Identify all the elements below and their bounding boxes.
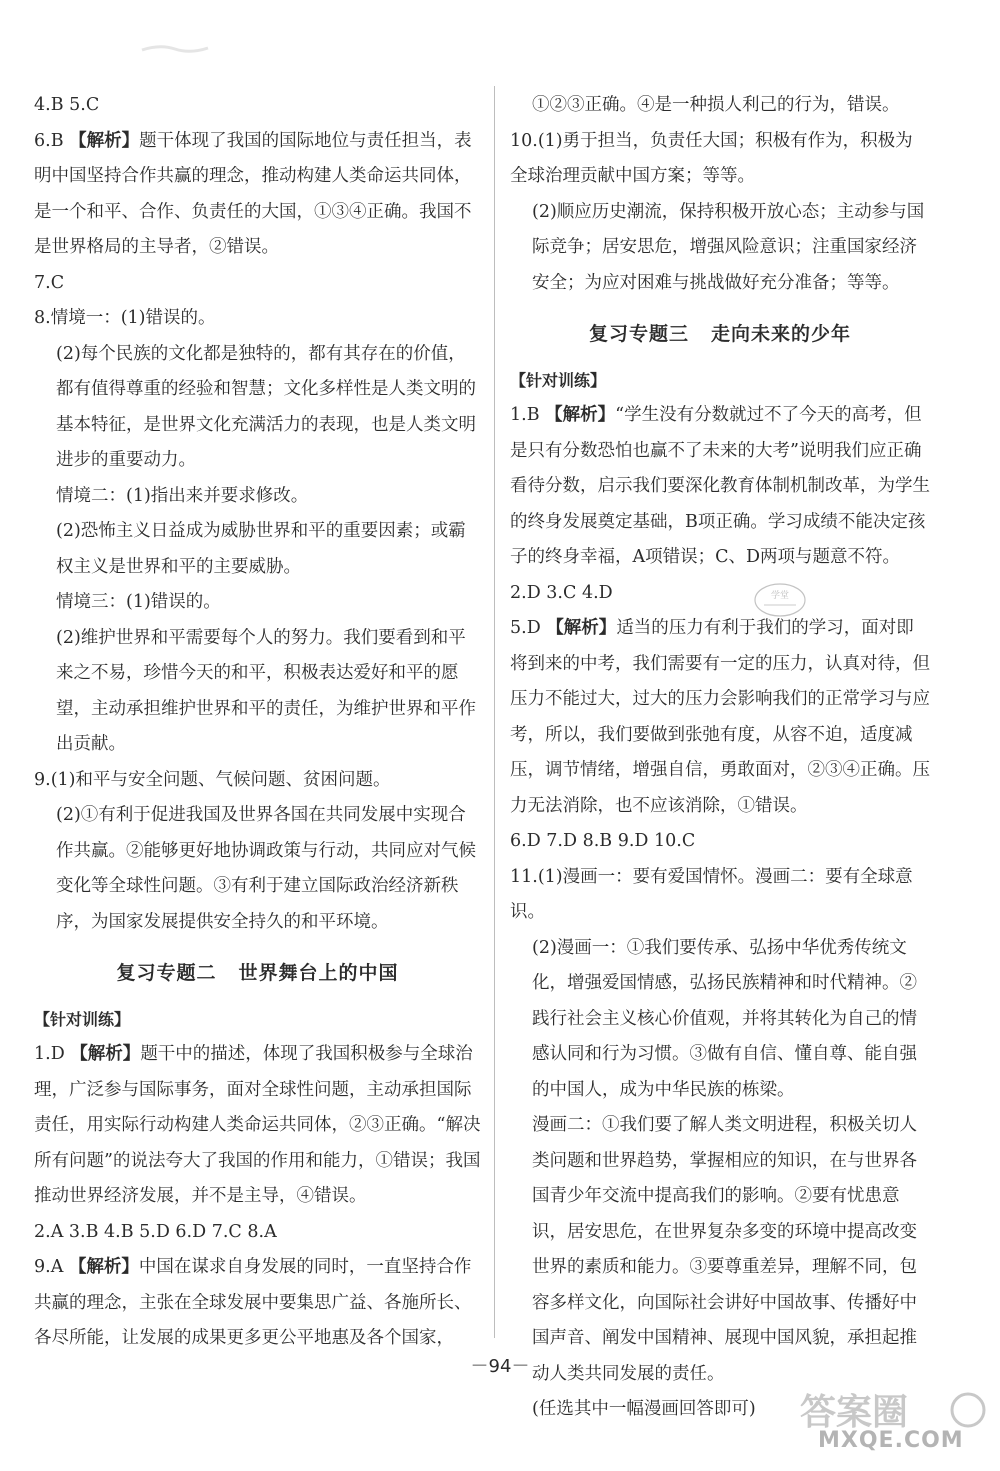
answer-6 <box>34 124 481 266</box>
answer-8-line: 情境三：(1)错误的。 <box>56 592 221 612</box>
column-divider <box>494 86 495 1338</box>
training-label: 【针对训练】 <box>510 370 607 390</box>
analysis-tag: 【解析】 <box>69 130 140 151</box>
answer-8-line: 8.情境一：(1)错误的。 <box>34 308 216 328</box>
answer-8-line: (2)维护世界和平需要每个人的努力。我们要看到和平来之不易，珍惜今天的和平，积极表达爱好和平的愿望，主动承担维护世界和平的责任，为维护世界和平作出贡献。 <box>56 627 476 754</box>
answer-s2-9-continued: ①②③正确。④是一种损人利己的行为，错误。 <box>532 95 900 115</box>
answer-s2-1 <box>34 1037 481 1215</box>
answer-number: 1.B <box>510 405 540 425</box>
answer-number: 1.D <box>34 1044 65 1064</box>
stamp-text: 学堂 <box>770 591 790 601</box>
answer-s3-5 <box>510 611 930 824</box>
answer-text: 题干中的描述，体现了我国积极参与全球治理，广泛参与国际事务，面对全球性问题，主动承担国际责任，用实际行动构建人类命运共同体，②③正确。“解决所有问题”的说法夸大了我国的作用和能力，①错误；我国推动世界经济发展，并不是主导，④错误。 <box>34 1044 481 1206</box>
answer-s3-11-line: 漫画二：①我们要了解人类文明进程，积极关切人类问题和世界趋势，掌握相应的知识，在与世界各国青少年交流中提高我们的影响。②要有忧患意识，居安思危，在世界复杂多变的环境中提高改变世界的素质和能力。③要尊重差异，理解不同，包容多样文化，向国际社会讲好中国故事、传播好中国声音、阐发中国精神、展现中国风貌，承担起推动人类共同发展的责任。 <box>532 1115 917 1384</box>
answer-text: “学生没有分数就过不了今天的高考，但是只有分数恐怕也赢不了未来的大考”说明我们应正确看待分数，启示我们要深化教育体制机制改革，为学生的终身发展奠定基础，B项正确。学习成绩不能决定孩子的终身幸福，A项错误；C、D两项与题意不符。 <box>510 405 930 567</box>
answer-s3-11-line: (任选其中一幅漫画回答即可) <box>532 1399 756 1419</box>
answer-8-line: (2)每个民族的文化都是独特的，都有其存在的价值，都有值得尊重的经验和智慧；文化多样性是人类文明的基本特征，是世界文化充满活力的表现，也是人类文明进步的重要动力。 <box>56 343 476 470</box>
page-number: －94－ <box>470 1356 530 1377</box>
section-number: 复习专题二 <box>116 962 217 984</box>
answer-s2-10-line: (2)顺应历史潮流，保持积极开放心态；主动参与国际竞争；居安思危，增强风险意识；注重国家经济安全；为应对困难与挑战做好充分准备；等等。 <box>532 201 925 293</box>
right-column <box>510 88 930 1428</box>
answer-text: 题干体现了我国的国际地位与责任担当，表明中国坚持合作共赢的理念，推动构建人类命运共同体，是一个和平、合作、负责任的大国，①③④正确。我国不是世界格局的主导者，②错误。 <box>34 130 472 257</box>
left-column <box>34 88 481 1357</box>
section-number: 复习专题三 <box>588 323 689 345</box>
answer-7: 7.C <box>34 272 65 293</box>
scan-smudge <box>140 42 210 56</box>
ink-stamp <box>752 580 808 620</box>
answer-9-line: 9.(1)和平与安全问题、气候问题、贫困问题。 <box>34 769 391 790</box>
answer-8-line: (2)恐怖主义日益成为威胁世界和平的重要因素；或霸权主义是世界和平的主要威胁。 <box>56 521 466 577</box>
analysis-tag: 【解析】 <box>546 618 617 638</box>
analysis-tag: 【解析】 <box>68 1257 139 1277</box>
answer-s2-9 <box>34 1250 481 1357</box>
answer-text: 中国在谋求自身发展的同时，一直坚持合作共赢的理念，主张在全球发展中要集思广益、各施所长、各尽所能，让发展的成果更多更公平地惠及各个国家， <box>34 1257 472 1348</box>
training-label: 【针对训练】 <box>34 1009 131 1029</box>
answer-number: 5.D <box>510 618 541 638</box>
answer-text: 适当的压力有利于我们的学习，面对即将到来的中考，我们需要有一定的压力，认真对待，但压力不能过大，过大的压力会影响我们的正常学习与应考，所以，我们要做到张弛有度，从容不迫，适度减压，调节情绪，增强自信，勇敢面对，②③④正确。压力无法消除，也不应该消除，①错误。 <box>510 618 930 816</box>
answer-s3-11-line: (2)漫画一：①我们要传承、弘扬中华优秀传统文化，增强爱国情感，弘扬民族精神和时代精神。②践行社会主义核心价值观，并将其转化为自己的情感认同和行为习惯。③做有自信、懂自尊、能自强的中国人，成为中华民族的栋梁。 <box>532 937 917 1100</box>
section-heading <box>510 317 930 353</box>
answer-s3-2-4: 2.D 3.C 4.D <box>510 582 613 603</box>
answer-number: 6.B <box>34 130 64 151</box>
watermark-domain: MXQE.COM <box>818 1428 964 1453</box>
section-title: 世界舞台上的中国 <box>238 962 399 984</box>
answer-4-5: 4.B 5.C <box>34 95 100 115</box>
answer-number: 9.A <box>34 1257 64 1277</box>
answer-9-line: (2)①有利于促进我国及世界各国在共同发展中实现合作共赢。②能够更好地协调政策与行动，共同应对气候变化等全球性问题。③有利于建立国际政治经济新秩序，为国家发展提供安全持久的和平环境。 <box>56 805 476 932</box>
section-heading <box>34 956 481 992</box>
answer-s2-10-line: 10.(1)勇于担当，负责任大国；积极有作为，积极为全球治理贡献中国方案；等等。 <box>510 130 913 186</box>
answer-s3-6-10: 6.D 7.D 8.B 9.D 10.C <box>510 831 696 851</box>
section-title: 走向未来的少年 <box>711 323 852 345</box>
answer-s3-1 <box>510 398 930 576</box>
answer-s3-11-line: 11.(1)漫画一：要有爱国情怀。漫画二：要有全球意识。 <box>510 866 913 922</box>
analysis-tag: 【解析】 <box>545 405 616 425</box>
answer-8-line: 情境二：(1)指出来并要求修改。 <box>56 485 309 506</box>
answer-s2-2-8: 2.A 3.B 4.B 5.D 6.D 7.C 8.A <box>34 1221 277 1242</box>
watermark-text: 答案圈 <box>800 1392 909 1433</box>
analysis-tag: 【解析】 <box>70 1044 141 1064</box>
